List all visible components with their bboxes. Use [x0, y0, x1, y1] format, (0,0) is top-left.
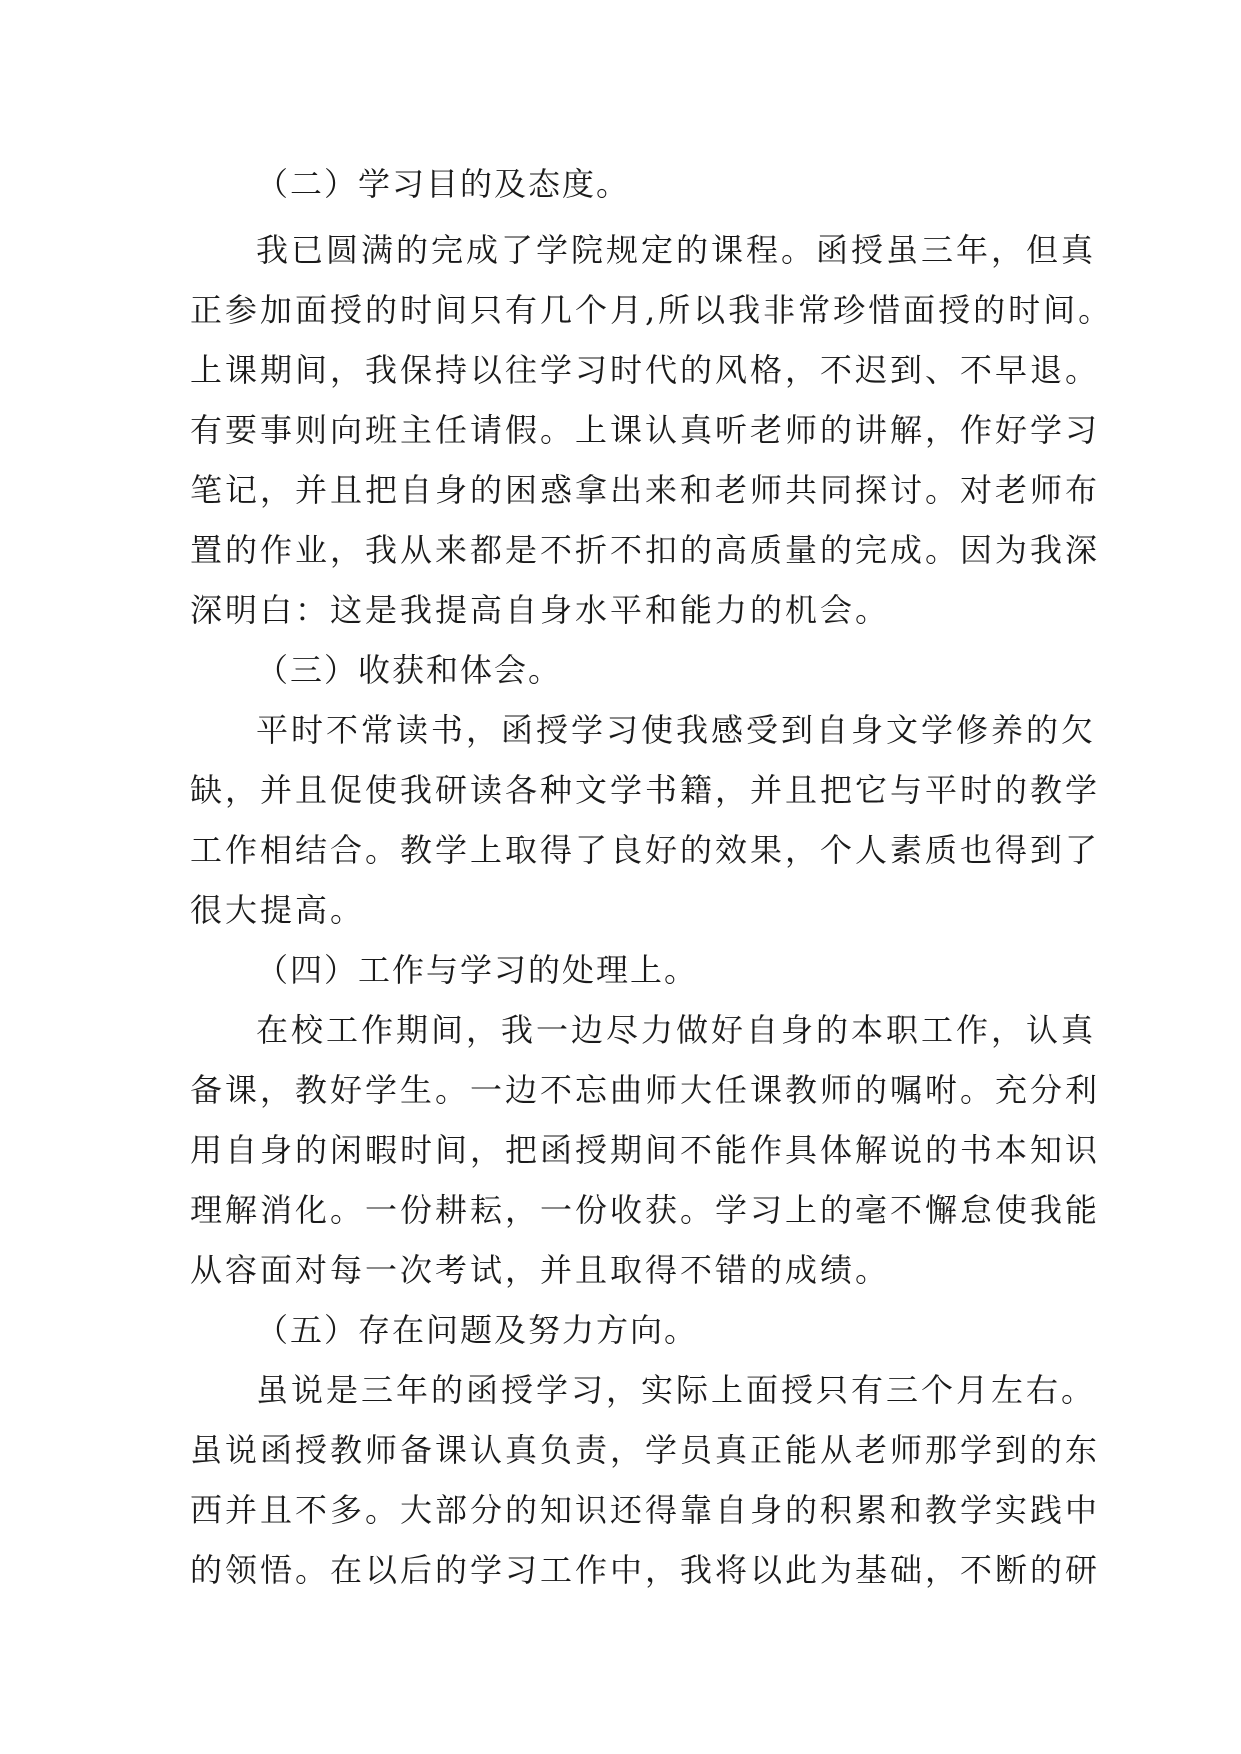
paragraph-line: 从容面对每一次考试，并且取得不错的成绩。 [190, 1251, 891, 1289]
paragraph-line: 理解消化。一份耕耘，一份收获。学习上的毫不懈怠使我能 [190, 1191, 1101, 1229]
paragraph-line: 缺，并且促使我研读各种文学书籍，并且把它与平时的教学 [190, 771, 1101, 809]
paragraph-line: 虽说是三年的函授学习，实际上面授只有三个月左右。 [256, 1371, 1097, 1409]
paragraph-line: 笔记，并且把自身的困惑拿出来和老师共同探讨。对老师布 [190, 471, 1101, 509]
paragraph-line: 上课期间，我保持以往学习时代的风格，不迟到、不早退。 [190, 351, 1101, 389]
section-heading-4: （四）工作与学习的处理上。 [256, 951, 699, 989]
paragraph-line: 我已圆满的完成了学院规定的课程。函授虽三年，但真 [256, 231, 1097, 269]
paragraph-line: 用自身的闲暇时间，把函授期间不能作具体解说的书本知识 [190, 1131, 1101, 1169]
paragraph-line: 正参加面授的时间只有几个月,所以我非常珍惜面授的时间。 [190, 291, 1114, 329]
paragraph-line: 在校工作期间，我一边尽力做好自身的本职工作，认真 [256, 1011, 1097, 1049]
section-heading-2: （二）学习目的及态度。 [256, 165, 631, 203]
paragraph-line: 的领悟。在以后的学习工作中，我将以此为基础，不断的研 [190, 1551, 1101, 1589]
paragraph-line: 平时不常读书，函授学习使我感受到自身文学修养的欠 [256, 711, 1097, 749]
section-heading-3: （三）收获和体会。 [256, 651, 563, 689]
paragraph-line: 有要事则向班主任请假。上课认真听老师的讲解，作好学习 [190, 411, 1101, 449]
paragraph-line: 置的作业，我从来都是不折不扣的高质量的完成。因为我深 [190, 531, 1101, 569]
paragraph-line: 备课，教好学生。一边不忘曲师大任课教师的嘱咐。充分利 [190, 1071, 1101, 1109]
paragraph-line: 很大提高。 [190, 891, 366, 929]
paragraph-line: 工作相结合。教学上取得了良好的效果，个人素质也得到了 [190, 831, 1101, 869]
section-heading-5: （五）存在问题及努力方向。 [256, 1311, 699, 1349]
paragraph-line: 虽说函授教师备课认真负责，学员真正能从老师那学到的东 [190, 1431, 1101, 1469]
paragraph-line: 西并且不多。大部分的知识还得靠自身的积累和教学实践中 [190, 1491, 1101, 1529]
paragraph-line: 深明白：这是我提高自身水平和能力的机会。 [190, 591, 891, 629]
